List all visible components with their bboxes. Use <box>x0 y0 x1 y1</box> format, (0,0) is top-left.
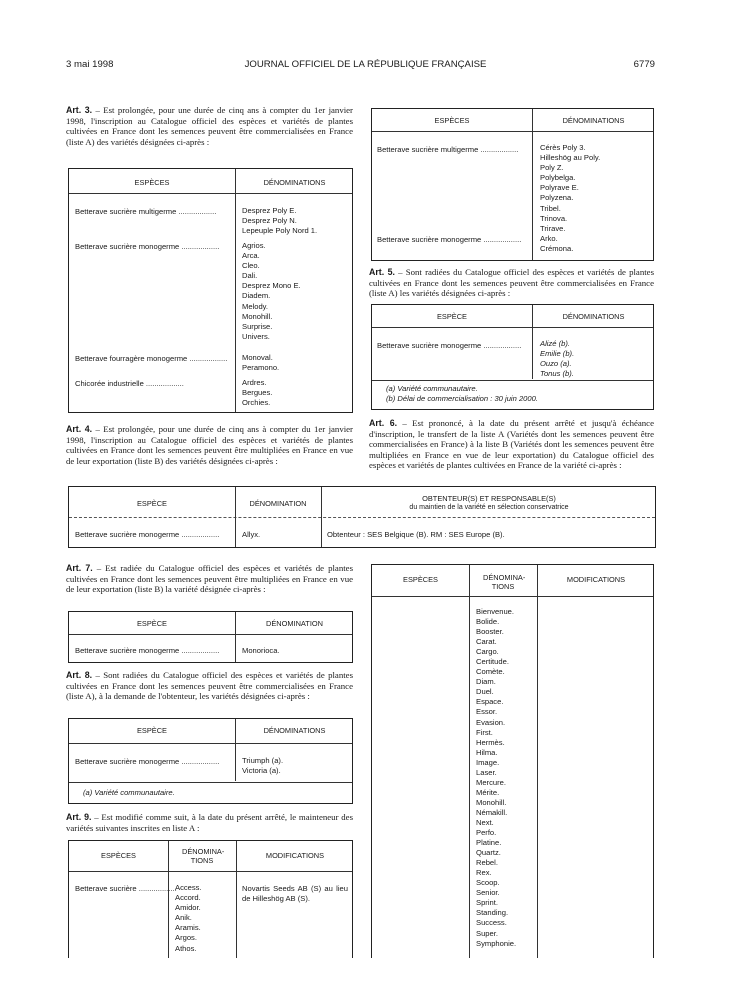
art7-name: Monorioca. <box>242 646 280 655</box>
art9b-names: Bienvenue. Bolide. Booster. Carat. Cargo. Certitude. Comète. Diam. Duel. Espace. Essor. Evasion. First. Hermès. Hilma. Image. Laser. Mercure. Mérite. Monohill. Némakill. Next. Perfo. Platine. Quartz. Rebel. Rex. Scoop. Senior. Sprint. Standing. Success. Super. Symphonie. <box>476 607 517 948</box>
art3-species-4: Chicorée industrielle .................. <box>75 379 184 388</box>
art8-table <box>68 718 353 804</box>
art3-table <box>68 168 353 413</box>
art9-col-modifications: MODIFICATIONS <box>265 851 325 860</box>
art3-names-1: Desprez Poly E. Desprez Poly N. Lepeuple Poly Nord 1. <box>242 206 318 236</box>
art9-paragraph <box>66 812 353 833</box>
art6-holder: Obtenteur : SES Belgique (B). RM : SES Europe (B). <box>327 530 505 539</box>
header-page-number: 6779 <box>633 59 655 70</box>
art6-col-species: ESPÈCE <box>137 499 167 508</box>
art3b-col-names: DÉNOMINATIONS <box>562 116 625 125</box>
art3-names-4: Ardres. Bergues. Orchies. <box>242 378 273 408</box>
art9-species: Betterave sucrière .................. <box>75 884 177 893</box>
art3-names-3: Monoval. Peramono. <box>242 353 280 373</box>
art6-table <box>68 486 656 548</box>
art9-modification: Novartis Seeds AB (S) au lieu de Hilleshög AB (S). <box>242 884 348 903</box>
art5-col-names: DÉNOMINATIONS <box>562 312 625 321</box>
art3-text: – Est prolongée, pour une durée de cinq ans à compter du 1er janvier 1998, l'inscription au Catalogue officiel des espèces et variétés de plantes cultivées en France dont les semences peuvent être commercialisées en France (liste A) des variétés désignées ci-après : <box>66 105 353 147</box>
art3-species-1: Betterave sucrière multigerme .................. <box>75 207 217 216</box>
art6-label: Art. 6. <box>369 418 398 428</box>
art8-label: Art. 8. <box>66 670 93 680</box>
art7-col-name: DÉNOMINATION <box>266 619 323 628</box>
art9-table <box>68 840 353 958</box>
art3-species-3: Betterave fourragère monogerme .................. <box>75 354 228 363</box>
art5-paragraph <box>369 267 654 299</box>
art3b-species-2: Betterave sucrière monogerme .................. <box>377 235 522 244</box>
art8-species: Betterave sucrière monogerme .................. <box>75 757 220 766</box>
header-journal-title: JOURNAL OFFICIEL DE LA RÉPUBLIQUE FRANÇAISE <box>244 59 487 70</box>
art3b-col-species: ESPÈCES <box>434 116 470 125</box>
art5-label: Art. 5. <box>369 267 395 277</box>
art3-col-names: DÉNOMINATIONS <box>263 178 326 187</box>
art7-paragraph <box>66 563 353 595</box>
art5-notes: (a) Variété communautaire. (b) Délai de commercialisation : 30 juin 2000. <box>386 384 538 403</box>
art8-note: (a) Variété communautaire. <box>83 788 175 797</box>
art5-species: Betterave sucrière monogerme .................. <box>377 341 522 350</box>
art9-names: Access. Accord. Amidor. Anik. Aramis. Argos. Athos. <box>175 883 202 953</box>
art8-text: – Sont radiées du Catalogue officiel des espèces et variétés de plantes cultivées en France dont les semences peuvent être commercialisées en France (liste A), à la demande de l'obtenteur, les variétés désignées ci-après : <box>66 670 353 702</box>
art6-col-holder: OBTENTEUR(S) ET RESPONSABLE(S) du maintien de la variété en sélection conservatrice <box>409 494 569 511</box>
art7-label: Art. 7. <box>66 563 93 573</box>
art7-text: – Est radiée du Catalogue officiel des espèces et variétés de plantes cultivées en France dont les semences peuvent être multipliées en France en vue de leur exportation (liste B) la variété désignée ci-après : <box>66 563 353 595</box>
art3-names-2: Agrios. Arca. Cleo. Dali. Desprez Mono E. Diadem. Melody. Monohill. Surprise. Univers. <box>242 241 301 341</box>
art9b-col-names: DÉNOMINA-TIONS <box>483 573 526 591</box>
art3-species-2: Betterave sucrière monogerme .................. <box>75 242 220 251</box>
art8-names: Triumph (a). Victoria (a). <box>242 756 284 776</box>
art4-text: – Est prolongée, pour une durée de cinq ans à compter du 1er janvier 1998, l'inscription au Catalogue officiel des espèces et variétés de plantes cultivées en France dont les semences peuvent être multipliées en France en vue de leur exportation (liste B) des variétés désignées ci-après : <box>66 424 353 466</box>
art8-paragraph <box>66 670 353 702</box>
art6-col-name: DÉNOMINATION <box>249 499 307 508</box>
art9b-col-modifications: MODIFICATIONS <box>566 575 626 584</box>
art3-continued-table <box>371 108 654 261</box>
art3b-species-1: Betterave sucrière multigerme .................. <box>377 145 519 154</box>
art9b-col-species: ESPÈCES <box>403 575 438 584</box>
art9-continued-table <box>371 564 654 958</box>
art6-name: Allyx. <box>242 530 261 539</box>
art6-species: Betterave sucrière monogerme .................. <box>75 530 220 539</box>
art8-col-names: DÉNOMINATIONS <box>263 726 326 735</box>
art9-text: – Est modifié comme suit, à la date du présent arrêté, le mainteneur des variétés suivantes inscrites en liste A : <box>66 812 353 833</box>
art9-label: Art. 9. <box>66 812 92 822</box>
art5-col-species: ESPÈCE <box>437 312 467 321</box>
art7-species: Betterave sucrière monogerme .................. <box>75 646 220 655</box>
art5-names: Alizé (b). Emilie (b). Ouzo (a). Tonus (b). <box>540 339 575 379</box>
art3b-names-2: Arko. Crémona. <box>540 234 574 254</box>
art4-paragraph <box>66 424 353 466</box>
art7-col-species: ESPÈCE <box>137 619 167 628</box>
art5-table <box>371 304 654 410</box>
art3-col-species: ESPÈCES <box>134 178 170 187</box>
art3b-names-1: Cérès Poly 3. Hilleshög au Poly. Poly Z. Polybelga. Polyrave E. Polyzena. Tribel. Trinova. Trirave. <box>540 143 601 233</box>
art6-paragraph <box>369 418 654 471</box>
art5-text: – Sont radiées du Catalogue officiel des espèces et variétés de plantes cultivées en France dont les semences peuvent être commercialisées en France (liste A) les variétés désignées ci-après : <box>369 267 654 299</box>
art3-label: Art. 3. <box>66 105 93 115</box>
art4-label: Art. 4. <box>66 424 93 434</box>
art8-col-species: ESPÈCE <box>137 726 167 735</box>
art7-table <box>68 611 353 663</box>
art9-col-species: ESPÈCES <box>101 851 136 860</box>
art6-text: – Est prononcé, à la date du présent arrêté et jusqu'à échéance d'inscription, le transfert de la liste A (Variétés dont les semences peuvent être commercialisées en France) à la liste B (Variétés dont les semences peuvent être multipliées en France en vue de leur exportation) du Catalogue officiel des espèces et variétés de plantes cultivées en France de la variété ci-après : <box>369 418 654 471</box>
art9-col-names: DÉNOMINA-TIONS <box>182 847 225 865</box>
header-date: 3 mai 1998 <box>66 59 114 70</box>
art3-paragraph <box>66 105 353 147</box>
